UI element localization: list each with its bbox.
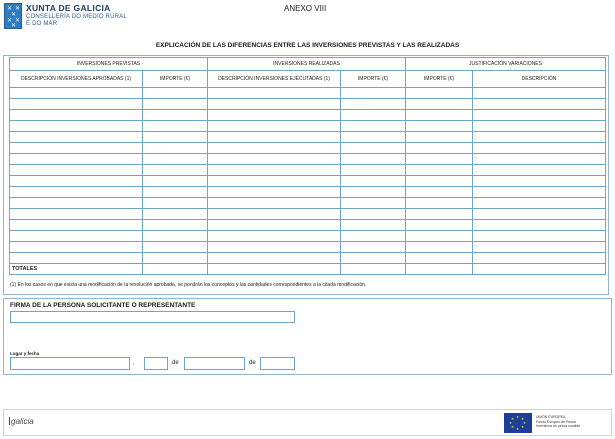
table-cell[interactable] bbox=[473, 88, 606, 99]
table-cell[interactable] bbox=[143, 110, 208, 121]
table-cell[interactable] bbox=[341, 154, 406, 165]
de-separator: de bbox=[249, 360, 256, 366]
column-header-executed-description: DESCRIPCIÓN INVERSIONES EJECUTADAS (1) bbox=[208, 71, 341, 88]
table-cell[interactable] bbox=[208, 99, 341, 110]
table-cell[interactable] bbox=[10, 143, 143, 154]
group-header-justification: JUSTIFICACIÓN VARIACIONES bbox=[406, 58, 606, 71]
table-cell[interactable] bbox=[208, 176, 341, 187]
table-cell[interactable] bbox=[406, 220, 473, 231]
table-cell[interactable] bbox=[406, 165, 473, 176]
table-cell[interactable] bbox=[341, 110, 406, 121]
table-cell[interactable] bbox=[341, 121, 406, 132]
signature-name-field[interactable] bbox=[10, 311, 295, 323]
table-row bbox=[10, 231, 606, 242]
investments-table bbox=[9, 57, 606, 275]
table-cell[interactable] bbox=[208, 110, 341, 121]
table-cell[interactable] bbox=[341, 143, 406, 154]
eu-flag-icon: ★ ★ ★ ★ ★ ★ ★ ★ bbox=[504, 413, 532, 433]
table-cell[interactable] bbox=[406, 132, 473, 143]
column-header-variation-description: DESCRIPCIÓN bbox=[473, 71, 606, 88]
totals-cell bbox=[473, 264, 606, 275]
de-separator: de bbox=[172, 360, 179, 366]
table-cell[interactable] bbox=[473, 209, 606, 220]
table-row bbox=[10, 242, 606, 253]
table-cell[interactable] bbox=[406, 88, 473, 99]
table-row bbox=[10, 253, 606, 264]
totals-approved-amount-input[interactable] bbox=[143, 266, 207, 272]
table-cell[interactable] bbox=[208, 220, 341, 231]
table-cell[interactable] bbox=[341, 209, 406, 220]
day-input[interactable] bbox=[144, 357, 168, 370]
table-cell[interactable] bbox=[473, 220, 606, 231]
table-cell[interactable] bbox=[208, 143, 341, 154]
column-header-executed-amount: IMPORTE (€) bbox=[341, 71, 406, 88]
table-cell[interactable] bbox=[473, 99, 606, 110]
month-input[interactable] bbox=[184, 357, 245, 370]
table-cell[interactable] bbox=[10, 209, 143, 220]
table-cell[interactable] bbox=[473, 121, 606, 132]
table-row bbox=[10, 110, 606, 121]
table-cell[interactable] bbox=[10, 99, 143, 110]
table-cell[interactable] bbox=[341, 176, 406, 187]
table-cell[interactable] bbox=[473, 242, 606, 253]
table-cell[interactable] bbox=[473, 198, 606, 209]
table-row bbox=[10, 165, 606, 176]
totals-cell[interactable] bbox=[406, 264, 473, 275]
table-cell[interactable] bbox=[10, 231, 143, 242]
eu-caption bbox=[536, 415, 606, 429]
table-cell[interactable] bbox=[143, 242, 208, 253]
table-footnote: (1) En los casos en que exista una modificación de la resolución aprobada, se pondrán los conceptos y las cantidades correspondientes a la citada modificación. bbox=[10, 282, 367, 288]
table-cell[interactable] bbox=[143, 132, 208, 143]
table-cell[interactable] bbox=[143, 198, 208, 209]
xunta-logo-icon: ✕ ✕ ✕ ✕ ✕ ✕ bbox=[4, 3, 22, 29]
org-title: XUNTA DE GALICIA bbox=[26, 3, 111, 13]
table-cell[interactable] bbox=[143, 154, 208, 165]
group-header-planned: INVERSIONES PREVISTAS bbox=[10, 58, 208, 71]
galicia-logo-text: galicia bbox=[11, 417, 34, 426]
column-header-approved-amount: IMPORTE (€) bbox=[143, 71, 208, 88]
table-cell[interactable] bbox=[341, 132, 406, 143]
table-cell[interactable] bbox=[473, 132, 606, 143]
place-date-label: Lugar y fecha bbox=[10, 351, 40, 356]
table-row bbox=[10, 209, 606, 220]
eu-caption-line: Fondo Europeo de Pesca bbox=[536, 419, 576, 424]
table-row bbox=[10, 121, 606, 132]
table-cell[interactable] bbox=[341, 99, 406, 110]
table-cell[interactable] bbox=[406, 231, 473, 242]
table-cell[interactable] bbox=[473, 165, 606, 176]
table-cell[interactable] bbox=[341, 187, 406, 198]
table-cell[interactable] bbox=[208, 88, 341, 99]
galicia-logo-bar-icon bbox=[9, 417, 10, 425]
column-header-variation-amount: IMPORTE (€) bbox=[406, 71, 473, 88]
table-cell[interactable] bbox=[473, 253, 606, 264]
table-cell[interactable] bbox=[406, 198, 473, 209]
table-row bbox=[10, 187, 606, 198]
table-cell[interactable] bbox=[473, 176, 606, 187]
table-cell[interactable] bbox=[10, 110, 143, 121]
table-cell[interactable] bbox=[143, 121, 208, 132]
table-cell[interactable] bbox=[143, 165, 208, 176]
table-cell[interactable] bbox=[208, 187, 341, 198]
table-cell[interactable] bbox=[143, 231, 208, 242]
table-cell[interactable] bbox=[406, 253, 473, 264]
table-cell[interactable] bbox=[143, 99, 208, 110]
table-cell[interactable] bbox=[473, 110, 606, 121]
signature-title: FIRMA DE LA PERSONA SOLICITANTE O REPRESENTANTE bbox=[10, 302, 196, 309]
org-department-line2: E DO MAR bbox=[26, 21, 58, 27]
table-cell[interactable] bbox=[406, 176, 473, 187]
table-row bbox=[10, 176, 606, 187]
table-cell[interactable] bbox=[341, 198, 406, 209]
column-header-approved-description: DESCRIPCIÓN INVERSIONES APROBADAS (1) bbox=[10, 71, 143, 88]
eu-caption-line: UNIÓN EUROPEA bbox=[536, 415, 566, 419]
annex-label: ANEXO VIII bbox=[284, 4, 327, 13]
table-cell[interactable] bbox=[10, 88, 143, 99]
table-cell[interactable] bbox=[10, 176, 143, 187]
table-row bbox=[10, 132, 606, 143]
totals-cell[interactable] bbox=[143, 264, 208, 275]
table-cell[interactable] bbox=[208, 253, 341, 264]
table-cell[interactable] bbox=[341, 165, 406, 176]
table-cell[interactable] bbox=[143, 220, 208, 231]
table-row bbox=[10, 220, 606, 231]
table-cell[interactable] bbox=[406, 209, 473, 220]
table-cell[interactable] bbox=[10, 121, 143, 132]
table-cell[interactable] bbox=[143, 253, 208, 264]
table-cell[interactable] bbox=[143, 209, 208, 220]
table-cell[interactable] bbox=[341, 88, 406, 99]
group-header-executed: INVERSIONES REALIZADAS bbox=[208, 58, 406, 71]
table-cell[interactable] bbox=[473, 187, 606, 198]
table-cell[interactable] bbox=[208, 132, 341, 143]
table-cell[interactable] bbox=[473, 143, 606, 154]
table-cell[interactable] bbox=[341, 253, 406, 264]
totals-cell[interactable] bbox=[341, 264, 406, 275]
table-cell[interactable] bbox=[143, 176, 208, 187]
table-cell[interactable] bbox=[10, 253, 143, 264]
page-title: EXPLICACIÓN DE LAS DIFERENCIAS ENTRE LAS INVERSIONES PREVISTAS Y LAS REALIZADAS bbox=[155, 42, 460, 49]
table-cell[interactable] bbox=[143, 88, 208, 99]
table-cell[interactable] bbox=[406, 187, 473, 198]
eu-caption-line: Invertimos en pesca sostible bbox=[536, 424, 581, 428]
table-cell[interactable] bbox=[341, 242, 406, 253]
table-cell[interactable] bbox=[10, 198, 143, 209]
totals-executed-amount-input[interactable] bbox=[341, 266, 405, 272]
table-cell[interactable] bbox=[208, 198, 341, 209]
place-input[interactable] bbox=[10, 357, 130, 370]
table-cell[interactable] bbox=[208, 165, 341, 176]
totals-cell bbox=[208, 264, 341, 275]
totals-label: TOTALES bbox=[10, 264, 143, 275]
table-cell[interactable] bbox=[473, 231, 606, 242]
table-row bbox=[10, 143, 606, 154]
table-cell[interactable] bbox=[208, 231, 341, 242]
galicia-logo bbox=[9, 417, 34, 426]
org-department: CONSELLERÍA DO MEDIO RURAL bbox=[26, 14, 127, 20]
totals-variation-amount-input[interactable] bbox=[406, 266, 472, 272]
table-row bbox=[10, 198, 606, 209]
comma-separator: , bbox=[133, 360, 135, 366]
table-cell[interactable] bbox=[10, 154, 143, 165]
table-cell[interactable] bbox=[341, 231, 406, 242]
table-cell[interactable] bbox=[10, 242, 143, 253]
table-cell[interactable] bbox=[10, 187, 143, 198]
table-row bbox=[10, 88, 606, 99]
table-cell[interactable] bbox=[406, 143, 473, 154]
year-input[interactable] bbox=[260, 357, 295, 370]
table-cell[interactable] bbox=[10, 132, 143, 143]
table-cell[interactable] bbox=[208, 154, 341, 165]
table-cell[interactable] bbox=[406, 99, 473, 110]
table-body bbox=[10, 88, 606, 264]
table-cell[interactable] bbox=[406, 154, 473, 165]
table-cell[interactable] bbox=[406, 121, 473, 132]
table-cell[interactable] bbox=[406, 110, 473, 121]
table-row bbox=[10, 99, 606, 110]
table-cell[interactable] bbox=[10, 165, 143, 176]
table-cell[interactable] bbox=[208, 121, 341, 132]
table-cell[interactable] bbox=[143, 187, 208, 198]
table-cell[interactable] bbox=[406, 242, 473, 253]
table-row bbox=[10, 154, 606, 165]
table-cell[interactable] bbox=[143, 143, 208, 154]
table-cell[interactable] bbox=[208, 209, 341, 220]
table-cell[interactable] bbox=[341, 220, 406, 231]
table-cell[interactable] bbox=[208, 242, 341, 253]
table-cell[interactable] bbox=[473, 154, 606, 165]
table-cell[interactable] bbox=[10, 220, 143, 231]
